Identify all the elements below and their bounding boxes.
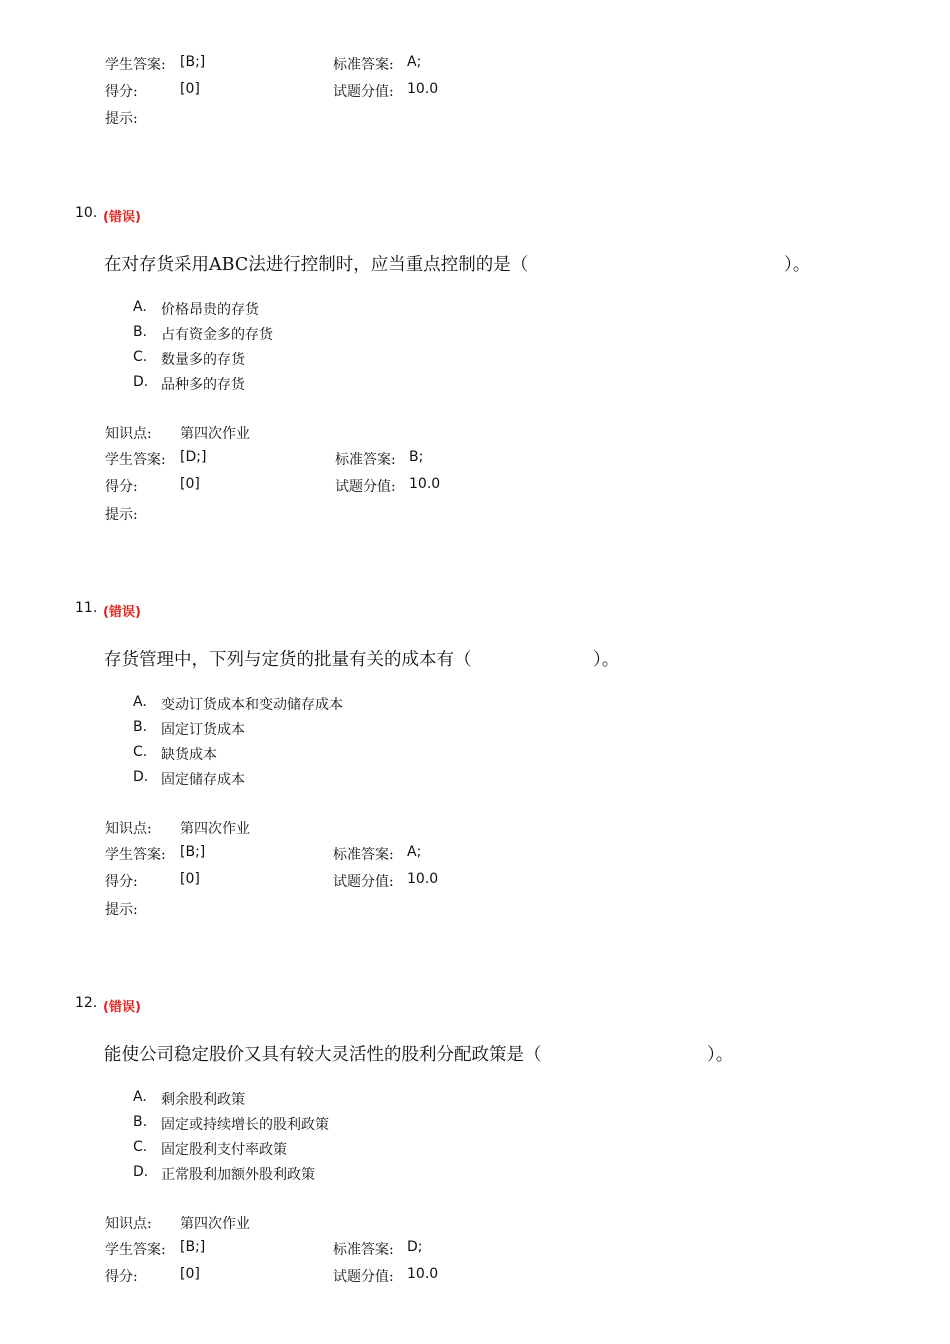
score-label: 得分:: [105, 1269, 138, 1285]
knowledge-point-value: 第四次作业: [180, 821, 250, 837]
question-value-label: 试题分值:: [333, 1269, 394, 1285]
option-text-b: 占有资金多的存货: [161, 327, 273, 343]
option-letter-d: D.: [133, 374, 149, 390]
question-number: 12.: [75, 995, 98, 1011]
status-badge-wrong: (错误): [103, 210, 141, 225]
score-label: 得分:: [105, 479, 138, 495]
hint-label: 提示:: [105, 111, 138, 127]
score-label: 得分:: [105, 874, 138, 890]
student-answer-value: [B;]: [180, 54, 206, 70]
question-number: 10.: [75, 205, 98, 221]
option-text-b: 固定订货成本: [161, 722, 245, 738]
option-letter-a: A.: [133, 299, 147, 315]
question-value-label: 试题分值:: [333, 84, 394, 100]
question-text: 在对存货采用ABC法进行控制时，应当重点控制的是（: [104, 255, 529, 275]
question-text-closing: ）。: [784, 255, 811, 275]
student-answer-label: 学生答案:: [105, 452, 166, 468]
option-letter-a: A.: [133, 694, 147, 710]
option-text-b: 固定或持续增长的股利政策: [161, 1117, 329, 1133]
option-text-a: 变动订货成本和变动储存成本: [161, 697, 343, 713]
option-letter-c: C.: [133, 349, 148, 365]
standard-answer-label: 标准答案:: [333, 847, 394, 863]
score-value: [0]: [180, 1266, 200, 1282]
question-value-value: 10.0: [407, 1266, 439, 1282]
standard-answer-value: B;: [409, 449, 424, 465]
option-letter-c: C.: [133, 1139, 148, 1155]
student-answer-value: [B;]: [180, 1239, 206, 1255]
score-value: [0]: [180, 871, 200, 887]
question-value-label: 试题分值:: [333, 874, 394, 890]
question-value-value: 10.0: [407, 871, 439, 887]
option-text-a: 剩余股利政策: [161, 1092, 245, 1108]
option-letter-b: B.: [133, 324, 148, 340]
knowledge-point-label: 知识点:: [105, 821, 152, 837]
standard-answer-value: A;: [407, 54, 422, 70]
standard-answer-value: A;: [407, 844, 422, 860]
question-text: 能使公司稳定股价又具有较大灵活性的股利分配政策是（: [104, 1045, 542, 1065]
question-value-value: 10.0: [407, 81, 439, 97]
score-label: 得分:: [105, 84, 138, 100]
knowledge-point-label: 知识点:: [105, 426, 152, 442]
student-answer-label: 学生答案:: [105, 57, 166, 73]
standard-answer-label: 标准答案:: [333, 1242, 394, 1258]
question-value-label: 试题分值:: [335, 479, 396, 495]
question-text: 存货管理中，下列与定货的批量有关的成本有（: [104, 650, 472, 670]
student-answer-label: 学生答案:: [105, 847, 166, 863]
student-answer-label: 学生答案:: [105, 1242, 166, 1258]
question-number: 11.: [75, 600, 98, 616]
standard-answer-label: 标准答案:: [335, 452, 396, 468]
knowledge-point-value: 第四次作业: [180, 1216, 250, 1232]
option-letter-b: B.: [133, 1114, 148, 1130]
knowledge-point-label: 知识点:: [105, 1216, 152, 1232]
option-text-d: 固定储存成本: [161, 772, 245, 788]
option-text-a: 价格昂贵的存货: [161, 302, 259, 318]
option-text-c: 缺货成本: [161, 747, 217, 763]
question-value-value: 10.0: [409, 476, 441, 492]
status-badge-wrong: (错误): [103, 1000, 141, 1015]
hint-label: 提示:: [105, 902, 138, 918]
score-value: [0]: [180, 81, 200, 97]
question-text-closing: ）。: [707, 1045, 734, 1065]
option-letter-c: C.: [133, 744, 148, 760]
option-letter-d: D.: [133, 1164, 149, 1180]
hint-label: 提示:: [105, 507, 138, 523]
option-text-c: 固定股利支付率政策: [161, 1142, 287, 1158]
student-answer-value: [D;]: [180, 449, 207, 465]
option-text-d: 正常股利加额外股利政策: [161, 1167, 315, 1183]
option-letter-b: B.: [133, 719, 148, 735]
option-letter-d: D.: [133, 769, 149, 785]
option-text-c: 数量多的存货: [161, 352, 245, 368]
option-letter-a: A.: [133, 1089, 147, 1105]
option-text-d: 品种多的存货: [161, 377, 245, 393]
standard-answer-value: D;: [407, 1239, 423, 1255]
knowledge-point-value: 第四次作业: [180, 426, 250, 442]
student-answer-value: [B;]: [180, 844, 206, 860]
question-text-closing: ）。: [593, 650, 620, 670]
standard-answer-label: 标准答案:: [333, 57, 394, 73]
status-badge-wrong: (错误): [103, 605, 141, 620]
score-value: [0]: [180, 476, 200, 492]
